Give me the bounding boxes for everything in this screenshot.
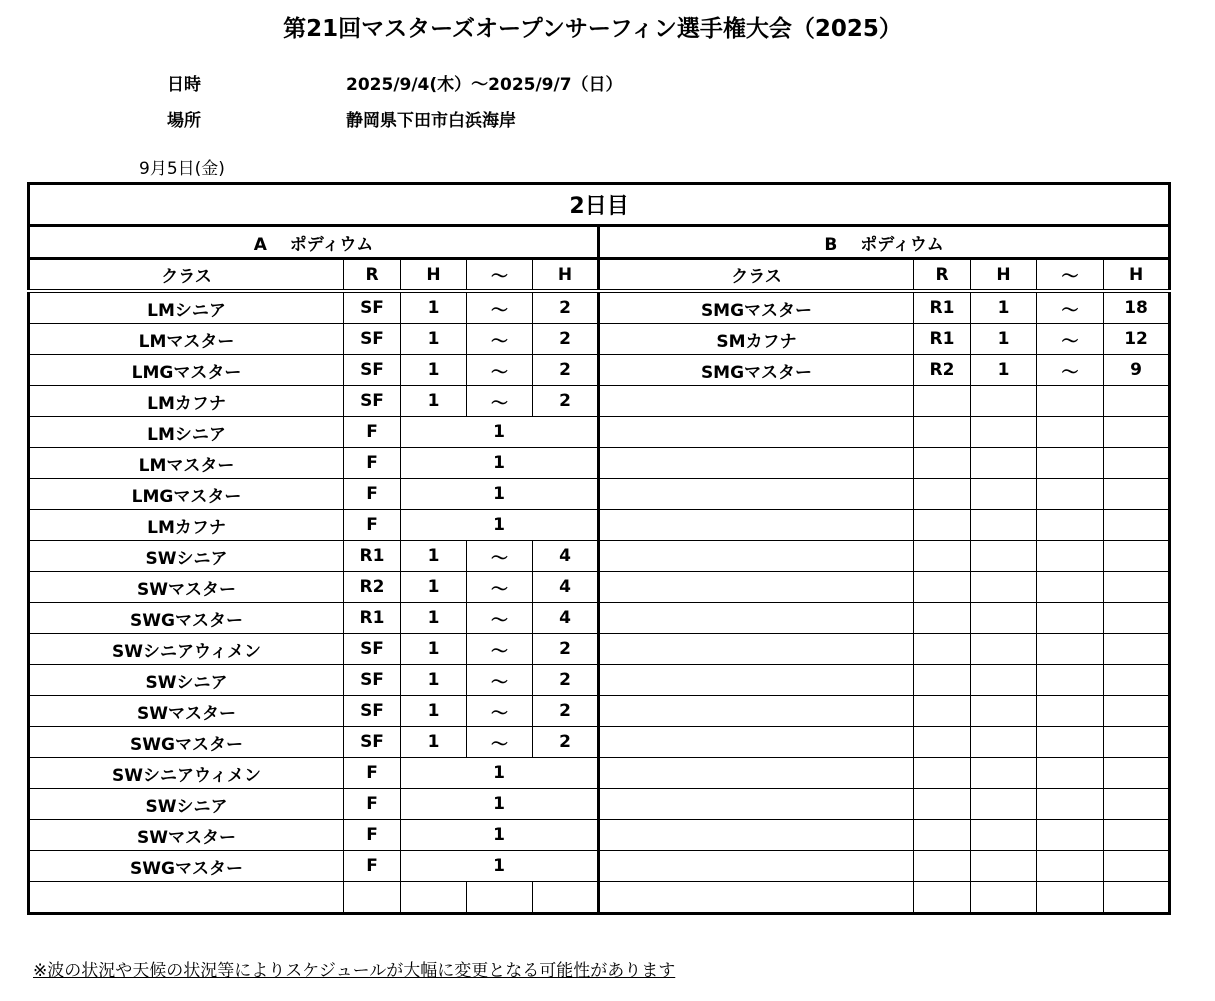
b-round-cell: [914, 479, 971, 510]
a-class-cell: SWGマスター: [29, 851, 344, 882]
a-tilde-cell: ～: [467, 355, 533, 386]
a-class-cell: SWマスター: [29, 820, 344, 851]
b-heat-to-cell: [1104, 758, 1170, 789]
b-heat-to-cell: [1104, 665, 1170, 696]
table-row: [29, 355, 1170, 386]
a-heat-to-cell: 2: [533, 291, 599, 324]
a-tilde-cell: ～: [467, 572, 533, 603]
a-class-cell: LMマスター: [29, 324, 344, 355]
b-heat-from-cell: [971, 479, 1037, 510]
a-round-cell: SF: [344, 665, 401, 696]
b-heat-to-cell: [1104, 789, 1170, 820]
table-row: [29, 479, 1170, 510]
a-class-cell: SWGマスター: [29, 603, 344, 634]
a-class-cell: SWシニア: [29, 665, 344, 696]
a-heat-to-cell: 4: [533, 541, 599, 572]
b-tilde-cell: [1037, 386, 1104, 417]
table-row: [29, 727, 1170, 758]
header-class-a: クラス: [29, 259, 344, 292]
b-heat-to-cell: [1104, 572, 1170, 603]
a-tilde-cell: ～: [467, 324, 533, 355]
b-tilde-cell: [1037, 417, 1104, 448]
date-value: 2025/9/4(木）～2025/9/7（日）: [346, 75, 623, 95]
a-heat-to-cell: 2: [533, 324, 599, 355]
b-tilde-cell: ～: [1037, 291, 1104, 324]
a-heat-from-cell: 1: [401, 324, 467, 355]
b-class-cell: [599, 510, 914, 541]
b-heat-from-cell: [971, 789, 1037, 820]
b-heat-to-cell: [1104, 820, 1170, 851]
table-row: [29, 634, 1170, 665]
b-heat-to-cell: [1104, 510, 1170, 541]
b-class-cell: [599, 882, 914, 914]
b-class-cell: [599, 758, 914, 789]
b-tilde-cell: [1037, 510, 1104, 541]
a-class-cell: LMマスター: [29, 448, 344, 479]
b-round-cell: [914, 851, 971, 882]
table-row: [29, 448, 1170, 479]
a-class-cell: LMGマスター: [29, 479, 344, 510]
a-heat-from-cell: 1: [401, 727, 467, 758]
b-heat-to-cell: [1104, 541, 1170, 572]
a-heat-single-cell: 1: [401, 789, 599, 820]
a-heat-single-cell: 1: [401, 758, 599, 789]
a-round-cell: SF: [344, 355, 401, 386]
a-round-cell: SF: [344, 696, 401, 727]
a-heat-to-cell: 2: [533, 355, 599, 386]
header-heat-to-a: H: [533, 259, 599, 292]
b-round-cell: [914, 789, 971, 820]
a-round-cell: SF: [344, 634, 401, 665]
a-heat-to-cell: 2: [533, 727, 599, 758]
b-heat-from-cell: [971, 510, 1037, 541]
b-heat-to-cell: 18: [1104, 291, 1170, 324]
a-heat-to-cell: [533, 882, 599, 914]
a-class-cell: LMカフナ: [29, 386, 344, 417]
b-class-cell: SMカフナ: [599, 324, 914, 355]
header-round-a: R: [344, 259, 401, 292]
table-row: [29, 882, 1170, 914]
b-tilde-cell: [1037, 851, 1104, 882]
a-heat-from-cell: 1: [401, 696, 467, 727]
a-tilde-cell: ～: [467, 291, 533, 324]
a-tilde-cell: ～: [467, 541, 533, 572]
a-heat-to-cell: 2: [533, 634, 599, 665]
table-row: [29, 820, 1170, 851]
a-class-cell: SWシニアウィメン: [29, 634, 344, 665]
header-heat-from-b: H: [971, 259, 1037, 292]
place-value: 静岡県下田市白浜海岸: [346, 111, 516, 131]
a-heat-single-cell: 1: [401, 851, 599, 882]
b-heat-to-cell: [1104, 696, 1170, 727]
b-tilde-cell: [1037, 696, 1104, 727]
b-class-cell: SMGマスター: [599, 355, 914, 386]
b-tilde-cell: [1037, 820, 1104, 851]
a-heat-from-cell: [401, 882, 467, 914]
b-tilde-cell: [1037, 727, 1104, 758]
a-class-cell: SWシニア: [29, 541, 344, 572]
schedule-table: [27, 182, 1171, 915]
b-tilde-cell: [1037, 603, 1104, 634]
b-tilde-cell: [1037, 665, 1104, 696]
a-heat-to-cell: 2: [533, 696, 599, 727]
b-heat-from-cell: [971, 634, 1037, 665]
table-row: [29, 789, 1170, 820]
a-heat-single-cell: 1: [401, 510, 599, 541]
a-class-cell: LMGマスター: [29, 355, 344, 386]
table-row: [29, 603, 1170, 634]
b-class-cell: [599, 851, 914, 882]
b-round-cell: [914, 417, 971, 448]
table-row: [29, 758, 1170, 789]
a-tilde-cell: ～: [467, 634, 533, 665]
page-title: 第21回マスターズオープンサーフィン選手権大会（2025）: [283, 16, 902, 42]
a-tilde-cell: ～: [467, 386, 533, 417]
b-heat-from-cell: [971, 572, 1037, 603]
a-tilde-cell: ～: [467, 727, 533, 758]
date-label: 日時: [167, 75, 201, 95]
a-heat-from-cell: 1: [401, 386, 467, 417]
b-round-cell: R1: [914, 324, 971, 355]
b-round-cell: [914, 882, 971, 914]
place-label: 場所: [167, 111, 201, 131]
a-heat-from-cell: 1: [401, 541, 467, 572]
b-heat-to-cell: [1104, 851, 1170, 882]
a-heat-to-cell: 2: [533, 665, 599, 696]
table-row: [29, 510, 1170, 541]
b-class-cell: [599, 820, 914, 851]
b-class-cell: [599, 727, 914, 758]
table-row: [29, 851, 1170, 882]
b-tilde-cell: [1037, 789, 1104, 820]
table-row: [29, 665, 1170, 696]
b-tilde-cell: [1037, 479, 1104, 510]
a-round-cell: SF: [344, 727, 401, 758]
b-round-cell: [914, 448, 971, 479]
b-heat-from-cell: [971, 851, 1037, 882]
a-round-cell: R2: [344, 572, 401, 603]
b-heat-from-cell: [971, 541, 1037, 572]
b-tilde-cell: ～: [1037, 355, 1104, 386]
b-round-cell: [914, 603, 971, 634]
b-round-cell: [914, 634, 971, 665]
a-round-cell: F: [344, 820, 401, 851]
b-round-cell: [914, 572, 971, 603]
day-title-row: [29, 184, 1170, 226]
b-round-cell: [914, 758, 971, 789]
table-row: [29, 572, 1170, 603]
b-heat-from-cell: [971, 448, 1037, 479]
table-row: [29, 386, 1170, 417]
b-class-cell: [599, 789, 914, 820]
column-header-row: [29, 259, 1170, 292]
b-heat-from-cell: 1: [971, 291, 1037, 324]
b-tilde-cell: [1037, 882, 1104, 914]
b-heat-from-cell: [971, 882, 1037, 914]
b-round-cell: R1: [914, 291, 971, 324]
b-heat-to-cell: 9: [1104, 355, 1170, 386]
a-round-cell: F: [344, 789, 401, 820]
a-heat-from-cell: 1: [401, 603, 467, 634]
a-round-cell: F: [344, 479, 401, 510]
b-round-cell: [914, 665, 971, 696]
a-heat-from-cell: 1: [401, 291, 467, 324]
b-class-cell: [599, 603, 914, 634]
b-heat-from-cell: [971, 603, 1037, 634]
b-heat-to-cell: [1104, 882, 1170, 914]
b-heat-from-cell: [971, 820, 1037, 851]
podium-b-label: B ポディウム: [599, 226, 1170, 259]
a-heat-single-cell: 1: [401, 479, 599, 510]
a-round-cell: [344, 882, 401, 914]
b-heat-to-cell: [1104, 603, 1170, 634]
b-heat-from-cell: 1: [971, 355, 1037, 386]
header-heat-to-b: H: [1104, 259, 1170, 292]
a-round-cell: F: [344, 510, 401, 541]
b-class-cell: [599, 696, 914, 727]
header-round-b: R: [914, 259, 971, 292]
a-round-cell: F: [344, 758, 401, 789]
footer-note: ※波の状況や天候の状況等によりスケジュールが大幅に変更となる可能性があります: [33, 961, 676, 981]
b-round-cell: [914, 386, 971, 417]
b-round-cell: [914, 727, 971, 758]
b-class-cell: [599, 541, 914, 572]
a-heat-from-cell: 1: [401, 572, 467, 603]
table-row: [29, 696, 1170, 727]
podium-a-label: A ポディウム: [29, 226, 599, 259]
a-class-cell: [29, 882, 344, 914]
b-heat-from-cell: [971, 417, 1037, 448]
a-heat-to-cell: 4: [533, 603, 599, 634]
b-heat-to-cell: [1104, 479, 1170, 510]
b-class-cell: [599, 665, 914, 696]
table-row: [29, 291, 1170, 324]
b-tilde-cell: [1037, 541, 1104, 572]
a-tilde-cell: [467, 882, 533, 914]
a-round-cell: SF: [344, 386, 401, 417]
b-round-cell: [914, 820, 971, 851]
b-heat-to-cell: [1104, 448, 1170, 479]
b-class-cell: [599, 479, 914, 510]
b-class-cell: [599, 634, 914, 665]
a-tilde-cell: ～: [467, 603, 533, 634]
a-class-cell: LMシニア: [29, 291, 344, 324]
b-round-cell: [914, 696, 971, 727]
a-heat-from-cell: 1: [401, 355, 467, 386]
a-round-cell: F: [344, 851, 401, 882]
header-heat-from-a: H: [401, 259, 467, 292]
a-heat-from-cell: 1: [401, 634, 467, 665]
a-heat-single-cell: 1: [401, 820, 599, 851]
a-class-cell: LMシニア: [29, 417, 344, 448]
a-heat-from-cell: 1: [401, 665, 467, 696]
header-tilde-a: ～: [467, 259, 533, 292]
b-heat-from-cell: 1: [971, 324, 1037, 355]
a-round-cell: R1: [344, 541, 401, 572]
b-class-cell: SMGマスター: [599, 291, 914, 324]
b-heat-from-cell: [971, 386, 1037, 417]
b-round-cell: [914, 510, 971, 541]
header-tilde-b: ～: [1037, 259, 1104, 292]
a-round-cell: SF: [344, 324, 401, 355]
a-heat-single-cell: 1: [401, 417, 599, 448]
table-row: [29, 324, 1170, 355]
b-heat-from-cell: [971, 758, 1037, 789]
a-class-cell: SWシニア: [29, 789, 344, 820]
b-round-cell: R2: [914, 355, 971, 386]
b-tilde-cell: ～: [1037, 324, 1104, 355]
a-class-cell: LMカフナ: [29, 510, 344, 541]
a-class-cell: SWシニアウィメン: [29, 758, 344, 789]
header-class-b: クラス: [599, 259, 914, 292]
a-round-cell: F: [344, 417, 401, 448]
b-heat-from-cell: [971, 696, 1037, 727]
table-row: [29, 541, 1170, 572]
podium-row: [29, 226, 1170, 259]
b-class-cell: [599, 572, 914, 603]
b-class-cell: [599, 417, 914, 448]
day-date: 9月5日(金): [139, 159, 225, 179]
b-heat-to-cell: [1104, 417, 1170, 448]
b-heat-from-cell: [971, 665, 1037, 696]
b-tilde-cell: [1037, 758, 1104, 789]
b-round-cell: [914, 541, 971, 572]
b-class-cell: [599, 386, 914, 417]
b-heat-to-cell: [1104, 386, 1170, 417]
a-round-cell: SF: [344, 291, 401, 324]
b-tilde-cell: [1037, 572, 1104, 603]
a-round-cell: F: [344, 448, 401, 479]
day-title: 2日目: [29, 184, 1170, 226]
b-tilde-cell: [1037, 634, 1104, 665]
a-tilde-cell: ～: [467, 665, 533, 696]
a-heat-single-cell: 1: [401, 448, 599, 479]
a-class-cell: SWマスター: [29, 696, 344, 727]
b-heat-to-cell: [1104, 634, 1170, 665]
a-class-cell: SWマスター: [29, 572, 344, 603]
a-round-cell: R1: [344, 603, 401, 634]
b-heat-to-cell: [1104, 727, 1170, 758]
b-heat-from-cell: [971, 727, 1037, 758]
b-heat-to-cell: 12: [1104, 324, 1170, 355]
a-heat-to-cell: 2: [533, 386, 599, 417]
table-row: [29, 417, 1170, 448]
a-class-cell: SWGマスター: [29, 727, 344, 758]
a-heat-to-cell: 4: [533, 572, 599, 603]
b-tilde-cell: [1037, 448, 1104, 479]
a-tilde-cell: ～: [467, 696, 533, 727]
b-class-cell: [599, 448, 914, 479]
